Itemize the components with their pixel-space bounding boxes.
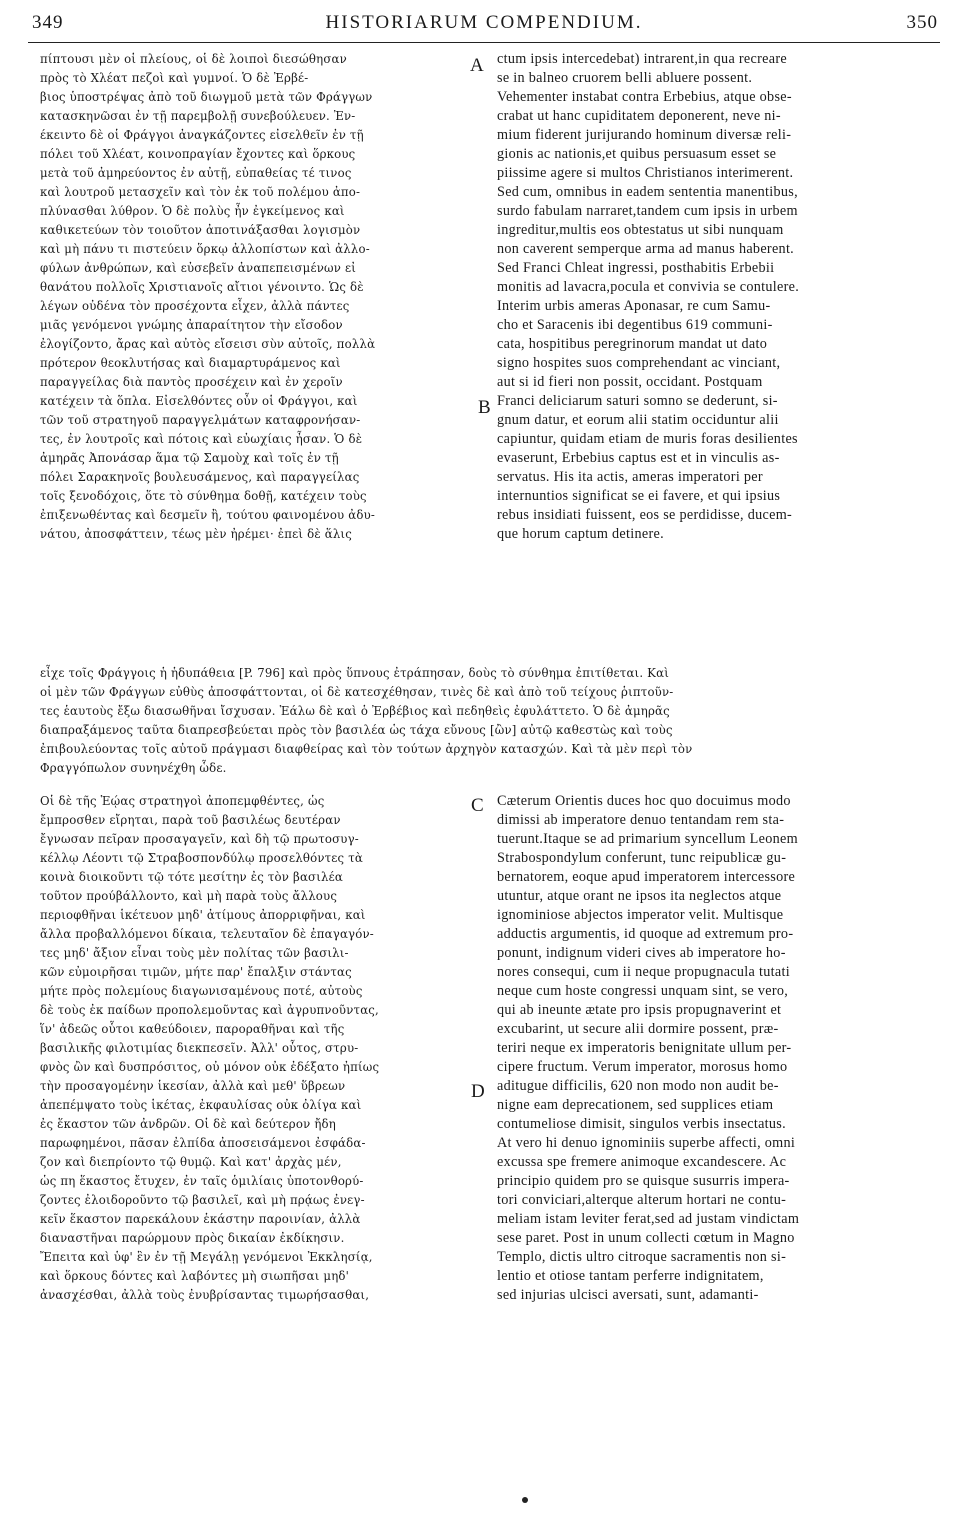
greek-column-2 — [40, 792, 465, 1305]
latin-text-line: excussa spe fremere animoque excandescere. Ac — [497, 1154, 787, 1170]
latin-text-line: nores consequi, cum ii neque propugnacula tutati — [497, 964, 790, 980]
greek-text-line: ἀνασχέσθαι, ἀλλὰ τοὺς ἐνυβρίσαντας τιμωρήσασθαι, — [40, 1288, 370, 1302]
running-header — [28, 12, 940, 36]
greek-text-line: οἱ μὲν τῶν Φράγγων εὐθὺς ἀποσφάττονται, οἱ δὲ κατεσχέθησαν, τινὲς δὲ καὶ ἀπὸ τοῦ τείχους ῥιπτοῦν- — [40, 685, 674, 699]
greek-text-line: ἐλογίζοντο, ἄρας καὶ αὐτὸς εἴσεισι σὺν αὐτοῖς, πολλὰ — [40, 337, 376, 351]
greek-text-line: περιοφθῆναι ἱκέτευον μηδ' ἀτίμους ἀπορριφῆναι, καὶ — [40, 908, 366, 922]
greek-text-line: εἶχε τοῖς Φράγγοις ἡ ἡδυπάθεια [P. 796] καὶ πρὸς ὕπνους ἐτράπησαν, δοὺς τὸ σύνθημα ἐπιτίθεται. Καὶ — [40, 666, 669, 680]
greek-text-line: καθικετεύων τὸν τοιοῦτον ἀποτινάξασθαι λογισμὸν — [40, 223, 361, 237]
latin-text-line: ponunt, indignum videri cives ab imperatore ho- — [497, 945, 786, 961]
greek-text-line: φνὸς ὢν καὶ δυσπρόσιτος, οὐ μόνον οὐκ ἐδέξατο ἠπίως — [40, 1060, 380, 1074]
latin-text-line: tori conviciari,alterque alterum hortari ne contu- — [497, 1192, 787, 1208]
greek-text-line: πόλει Σαρακηνοῖς βουλευσάμενος, καὶ παραγγείλας — [40, 470, 360, 484]
latin-text-line: Cæterum Orientis duces hoc quo docuimus modo — [497, 793, 791, 809]
greek-text-line: ἔγνωσαν πεῖραν προσαγαγεῖν, καὶ δὴ τῷ πρωτοσυγ- — [40, 832, 359, 846]
latin-text-line: Franci deliciarum saturi somno se dederunt, si- — [497, 393, 778, 409]
latin-text-line: Interim urbis ameras Aponasar, re cum Samu- — [497, 298, 771, 314]
latin-text-line: Strabospondylum conferunt, tunc reipublicæ gu- — [497, 850, 787, 866]
greek-text-line: μιᾶς γενόμενοι γνώμης ἀπαραίτητον τὴν εἴσοδον — [40, 318, 343, 332]
latin-text-line: cipere fructum. Verum imperator, morosus homo — [497, 1059, 788, 1075]
latin-column-2 — [497, 792, 937, 1305]
running-title: HISTORIARUM COMPENDIUM. — [325, 12, 643, 33]
greek-text-line: δὲ τοὺς ἐκ παίδων προπολεμοῦντας καὶ ἀγρυπνοῦντας, — [40, 1003, 379, 1017]
greek-text-line: ὡς πη ἕκαστος ἔτυχεν, ἐν ταῖς ὁμιλίαις ὑποτονθορύ- — [40, 1174, 364, 1188]
greek-text-line: ἀπεπέμψατο τοὺς ἱκέτας, ἐκφαυλίσας οὐκ ὀλίγα καὶ — [40, 1098, 362, 1112]
latin-text-line: sed injurias ulcisci aversati, sunt, adamanti- — [497, 1287, 759, 1303]
page-number-right: 350 — [906, 12, 938, 33]
latin-text-line: gnum datur, et eorum alii statim occiduntur alii — [497, 412, 779, 428]
greek-text-line: λέγων οὐδένα τὸν προσέχοντα εἶχεν, ἀλλὰ πάντες — [40, 299, 350, 313]
latin-text-line: servatus. His ita actis, ameras imperatori per — [497, 469, 763, 485]
greek-text-line: ἐπιβουλεύοντας τοῖς αὐτοῦ πράγμασι διαφθείρας καὶ τὸν τούτων ἀρχηγὸν κατασχών. Καὶ τὰ μὲν περὶ τὸν — [40, 742, 693, 756]
greek-text-line: διαναστῆναι παρώρμουν πρὸς δικαίαν ἐκδίκησιν. — [40, 1231, 345, 1245]
greek-text-line: βιος ὑποστρέψας ἀπὸ τοῦ διωγμοῦ μετὰ τῶν Φράγγων — [40, 90, 373, 104]
greek-text-line: πίπτουσι μὲν οἱ πλείους, οἱ δὲ λοιποὶ διεσώθησαν — [40, 52, 347, 66]
greek-text-line: ἀμηρᾶς Ἀπονάσαρ ἅμα τῷ Σαμοὺχ καὶ τοῖς ἐν τῇ — [40, 451, 339, 465]
greek-text-line: παρωφημένοι, πᾶσαν ἐλπίδα ἀποσεισάμενοι ἐσφάδα- — [40, 1136, 366, 1150]
latin-text-line: monitis ad lavacra,pocula et convivia se contulere. — [497, 279, 800, 295]
greek-text-line: ἄλλα προβαλλόμενοι δίκαια, τελευταῖον δὲ ἐπαγαγόν- — [40, 927, 374, 941]
page-dot — [522, 1497, 528, 1503]
latin-text-line: cata, hospitibus peregrinorum mandat ut dato — [497, 336, 768, 352]
greek-text-line: κοινὰ διοικοῦντι τῷ τότε μεσίτην ἐς τὸν βασιλέα — [40, 870, 343, 884]
greek-text-line: κέλλῳ Λέοντι τῷ Στραβοσπονδύλῳ προσελθόντες τὰ — [40, 851, 363, 865]
latin-text-line: teriri neque ex imperatoris benignitate ullum per- — [497, 1040, 792, 1056]
latin-text-line: principio quidem pro se quisque susurris impera- — [497, 1173, 790, 1189]
greek-text-line: καὶ λουτροῦ μετασχεῖν καὶ τὸν ἐκ τοῦ πολέμου ἀπο- — [40, 185, 361, 199]
latin-text-line: Sed Franci Chleat ingressi, posthabitis Erbebii — [497, 260, 775, 276]
latin-text-line: rebus insidiati fuissent, eos se perdidisse, ducem- — [497, 507, 793, 523]
greek-text-line: πρότερον θεοκλυτήσας καὶ διαμαρτυράμενος καὶ — [40, 356, 341, 370]
greek-text-line: τοῦτον προύβάλλοντο, καὶ μὴ παρὰ τοὺς ἄλλους — [40, 889, 338, 903]
margin-marker-a: A — [470, 55, 484, 76]
latin-text-line: aut si id fieri non possit, occidant. Postquam — [497, 374, 763, 390]
latin-text-line: tuerunt.Itaque se ad primarium syncellum Leonem — [497, 831, 798, 847]
header-rule — [28, 42, 940, 43]
greek-text-line: μήτε πρὸς πολεμίους διαγωνισαμένους ποτέ, αὐτοὺς — [40, 984, 363, 998]
greek-text-line: βασιλικῆς φιλοτιμίας διεκπεσεῖν. Ἀλλ' οὗτος, στρυ- — [40, 1041, 359, 1055]
latin-text-line: cho et Saracenis ibi degentibus 619 communi- — [497, 317, 773, 333]
latin-text-line: internuntios significat se ei favere, et qui ipsius — [497, 488, 781, 504]
full-width-paragraph — [40, 664, 940, 778]
greek-text-line: Ἔπειτα καὶ ὑφ' ἓν ἐν τῇ Μεγάλῃ γενόμενοι Ἐκκλησίᾳ, — [40, 1250, 373, 1264]
greek-text-line: ἵν' ἀδεῶς οὗτοι καθεύδοιεν, παροραθῆναι καὶ τῆς — [40, 1022, 345, 1036]
greek-text-line: ζοντες ἐλοιδοροῦντο τῷ βασιλεῖ, καὶ μὴ πρᾴως ἐνεγ- — [40, 1193, 365, 1207]
latin-text-line: surdo fabulam narraret,tandem cum ipsis in urbem — [497, 203, 798, 219]
margin-marker-b: B — [478, 397, 491, 418]
greek-text-line: ἔμπροσθεν εἴρηται, παρὰ τοῦ βασιλέως δευτέραν — [40, 813, 341, 827]
page-number-left: 349 — [32, 12, 64, 33]
greek-text-line: κατασκηνῶσαι ἐν τῇ παρεμβολῇ συνεβούλευεν. Ἐν- — [40, 109, 356, 123]
latin-text-line: lentio et otiose tantam perferre indignitatem, — [497, 1268, 764, 1284]
greek-text-line: πρὸς τὸ Χλέατ πεζοὶ καὶ γυμνοί. Ὁ δὲ Ἐρβέ- — [40, 71, 309, 85]
latin-text-line: crabat ut hanc cupiditatem deponerent, neve ni- — [497, 108, 781, 124]
latin-text-line: utuntur, atque orant ne ipsos ita neglectos atque — [497, 888, 782, 904]
greek-text-line: τες μηδ' ἄξιον εἶναι τοὺς μὲν πολίτας τῶν βασιλι- — [40, 946, 349, 960]
greek-text-line: τες ἑαυτοὺς ἔξω διασωθῆναι ἴσχυσαν. Ἑάλω δὲ καὶ ὁ Ἐρβέβιος καὶ πεδηθεὶς ἐφυλάττετο. Ὁ δὲ ἀμηρᾶς — [40, 704, 670, 718]
greek-text-line: παραγγείλας διὰ παντὸς προσέχειν καὶ ἐν χεροῖν — [40, 375, 343, 389]
greek-text-line: μετὰ τοῦ ἀμηρεύοντος ἐν αὐτῇ, εὐπαθείας τέ τινος — [40, 166, 352, 180]
latin-text-line: ignominiose abjectos imperator velit. Multisque — [497, 907, 784, 923]
greek-text-line: Φραγγόπωλον συνηνέχθη ὧδε. — [40, 761, 227, 775]
greek-text-line: ζον καὶ διεπρίοντο τῷ θυμῷ. Καὶ κατ' ἀρχὰς μέν, — [40, 1155, 342, 1169]
latin-text-line: bernatorem, eoque apud imperatorem intercessore — [497, 869, 796, 885]
latin-text-line: aditugue difficilis, 620 non modo non audit be- — [497, 1078, 779, 1094]
greek-text-line: κεῖν ἕκαστον παρεκάλουν ἑκάστην παροινίαν, ἀλλὰ — [40, 1212, 361, 1226]
greek-text-line: τὴν προσαγομένην ἱκεσίαν, ἀλλὰ καὶ μεθ' ὕβρεων — [40, 1079, 346, 1093]
latin-text-line: ingreditur,multis eos obtestatus ut sibi nunquam — [497, 222, 784, 238]
greek-text-line: τες, ἐν λουτροῖς καὶ πότοις καὶ εὐωχίαις ἦσαν. Ὁ δὲ — [40, 432, 363, 446]
latin-text-line: contumeliose dimisit, singulos verbis insectatus. — [497, 1116, 786, 1132]
greek-text-line: διαπραξάμενος ταῦτα διαπρεσβεύεται πρὸς τὸν βασιλέα ὡς τάχα εὔνους [ὢν] αὐτῷ καθεστὼς καὶ τοὺς — [40, 723, 673, 737]
latin-text-line: se in balneo cruorem belli abluere possent. — [497, 70, 753, 86]
latin-text-line: ctum ipsis intercedebat) intrarent,in qua recreare — [497, 51, 787, 67]
latin-text-line: evaserunt, Erbebius captus est et in vinculis as- — [497, 450, 780, 466]
greek-text-line: ἐς ἕκαστον τῶν ἀνδρῶν. Οἱ δὲ καὶ δεύτερον ἤδη — [40, 1117, 336, 1131]
latin-text-line: Templo, dictis ultro citroque sacramentis non si- — [497, 1249, 787, 1265]
margin-marker-d: D — [471, 1081, 485, 1102]
latin-text-line: capiuntur, quidam etiam de muris foras desilientes — [497, 431, 798, 447]
greek-column-1 — [40, 50, 465, 544]
greek-text-line: τοῖς ξενοδόχοις, ὅτε τὸ σύνθημα δοθῇ, κατέχειν τοὺς — [40, 489, 367, 503]
greek-text-line: φύλων ἀνθρώπων, καὶ εὐσεβεῖν ἀναπεπεισμένων εἰ — [40, 261, 356, 275]
margin-marker-c: C — [471, 795, 484, 816]
latin-text-line: qui ab ineunte ætate pro ipsis propugnaverint et — [497, 1002, 782, 1018]
latin-text-line: dimissi ab imperatore denuo tentandam rem sta- — [497, 812, 785, 828]
latin-text-line: meliam istam leviter ferat,sed ad justam vindictam — [497, 1211, 800, 1227]
greek-text-line: κατέχειν τὰ ὅπλα. Εἰσελθόντες οὖν οἱ Φράγγοι, καὶ — [40, 394, 358, 408]
latin-text-line: Vehementer instabat contra Erbebius, atque obse- — [497, 89, 792, 105]
greek-text-line: έκειντο δὲ οἱ Φράγγοι ἀναγκάζοντες εἰσελθεῖν ἐν τῇ — [40, 128, 364, 142]
latin-text-line: excubarint, ut secure alii dormire possent, præ- — [497, 1021, 779, 1037]
latin-text-line: sese paret. Post in unum collecti cœtum in Magno — [497, 1230, 795, 1246]
greek-text-line: θανάτου πολλοῖς Χριστιανοῖς αἴτιοι γένοιντο. Ὡς δὲ — [40, 280, 364, 294]
latin-column-1 — [497, 50, 937, 544]
greek-text-line: καὶ μὴ πάνυ τι πιστεύειν ὅρκῳ ἀλλοπίστων καὶ ἀλλο- — [40, 242, 370, 256]
greek-text-line: τῶν τοῦ στρατηγοῦ παραγγελμάτων καταφρονήσαν- — [40, 413, 361, 427]
greek-text-line: καὶ ὅρκους δόντες καὶ λαβόντες μὴ σιωπῆσαι μηδ' — [40, 1269, 350, 1283]
greek-text-line: πλύνασθαι λύθρον. Ὁ δὲ πολὺς ἦν ἐγκείμενος καὶ — [40, 204, 345, 218]
latin-text-line: mium fiderent jurijurando hominum diversæ reli- — [497, 127, 792, 143]
greek-text-line: ἐπιξενωθέντας καὶ δεσμεῖν ἢ, τούτου φαινομένου ἀδυ- — [40, 508, 376, 522]
latin-text-line: nigne eam deprecationem, sed supplices etiam — [497, 1097, 774, 1113]
latin-text-line: signo hospites suos comprehendant ac vinciant, — [497, 355, 781, 371]
greek-text-line: Οἱ δὲ τῆς Ἑῴας στρατηγοὶ ἀποπεμφθέντες, ὡς — [40, 794, 325, 808]
latin-text-line: piissime agere si multos Christianos interimerent. — [497, 165, 794, 181]
latin-text-line: gionis ac nationis,et quibus persuasum esset se — [497, 146, 777, 162]
greek-text-line: νάτου, ἀποσφάττειν, τέως μὲν ἠρέμει· ἐπεὶ δὲ ἅλις — [40, 527, 352, 541]
greek-text-line: πόλει τοῦ Χλέατ, κοινοπραγίαν ἔχοντες καὶ ὅρκους — [40, 147, 356, 161]
latin-text-line: At vero hi denuo ignominiis superbe affecti, omni — [497, 1135, 796, 1151]
latin-text-line: adductis argumentis, id quoque ad extremum pro- — [497, 926, 794, 942]
latin-text-line: neque cum hoste congressi unquam sint, se vero, — [497, 983, 789, 999]
greek-text-line: κῶν εὐμοιρῆσαι τιμῶν, μήτε παρ' ἔπαλξιν στάντας — [40, 965, 352, 979]
latin-text-line: non caverent semperque arma ad manus haberent. — [497, 241, 795, 257]
latin-text-line: que horum captum detinere. — [497, 526, 664, 542]
latin-text-line: Sed cum, omnibus in eadem sententia manentibus, — [497, 184, 798, 200]
